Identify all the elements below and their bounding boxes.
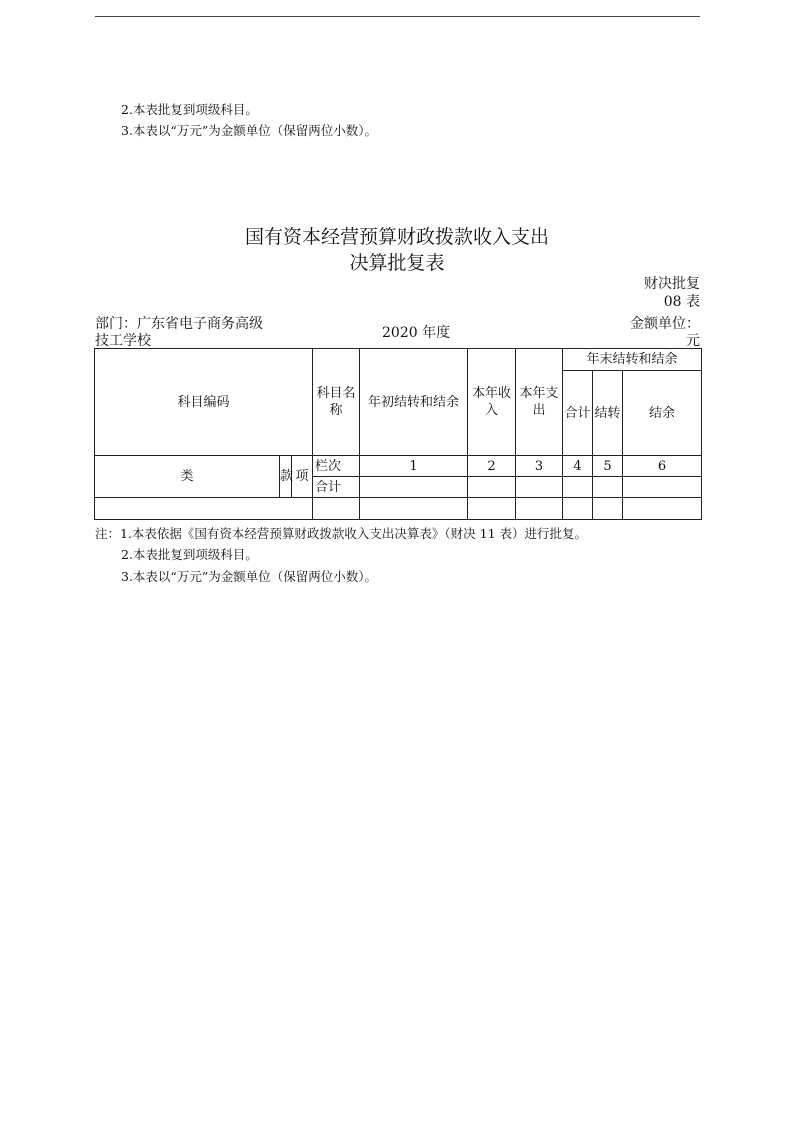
- bottom-note-1: 注：1.本表依据《国有资本经营预算财政拨款收入支出决算表》（财决 11 表）进行批复。: [95, 526, 588, 541]
- form-code-line1: 财决批复: [644, 276, 700, 292]
- amount-unit-value: 元: [686, 333, 700, 349]
- total-cell-3: [516, 477, 563, 498]
- column-number-3: 3: [516, 456, 563, 477]
- amount-unit-label: 金额单位：: [630, 316, 700, 332]
- column-number-5: 5: [593, 456, 623, 477]
- column-number-1: 1: [360, 456, 468, 477]
- empty-row-cell-5: [593, 498, 623, 520]
- table-title-line2: 决算批复表: [349, 252, 445, 274]
- header-end-carry: 结转: [593, 371, 623, 456]
- subheader-lei: 类: [95, 456, 280, 498]
- header-subject-name: 科目名称: [313, 349, 360, 456]
- empty-row-cell-1: [360, 498, 468, 520]
- total-cell-4: [563, 477, 593, 498]
- empty-row-cell-6: [623, 498, 702, 520]
- column-number-4: 4: [563, 456, 593, 477]
- column-number-2: 2: [468, 456, 516, 477]
- row-label-total: 合计: [313, 477, 360, 498]
- top-note-2: 2.本表批复到项级科目。: [121, 102, 258, 117]
- top-rule: [95, 16, 700, 17]
- department-line1: 部门：广东省电子商务高级: [95, 316, 263, 332]
- header-begin-balance: 年初结转和结余: [360, 349, 468, 456]
- department-line2: 技工学校: [95, 333, 151, 349]
- bottom-note-2: 2.本表批复到项级科目。: [121, 547, 258, 562]
- total-cell-5: [593, 477, 623, 498]
- fiscal-year: 2020 年度: [382, 325, 451, 341]
- total-cell-1: [360, 477, 468, 498]
- approval-table: [94, 348, 702, 520]
- empty-row-name: [313, 498, 360, 520]
- subheader-xiang: 项: [292, 456, 313, 498]
- empty-row-cell-3: [516, 498, 563, 520]
- empty-row-cell-4: [563, 498, 593, 520]
- header-end-group: 年末结转和结余: [563, 349, 702, 371]
- row-label-column-no: 栏次: [313, 456, 360, 477]
- subheader-kuan: 款: [280, 456, 292, 498]
- column-number-6: 6: [623, 456, 702, 477]
- header-end-total: 合计: [563, 371, 593, 456]
- empty-row-cell-2: [468, 498, 516, 520]
- total-cell-2: [468, 477, 516, 498]
- header-subject-code: 科目编码: [95, 349, 313, 456]
- header-end-surplus: 结余: [623, 371, 702, 456]
- form-code-line2: 08 表: [663, 294, 700, 310]
- total-cell-6: [623, 477, 702, 498]
- top-note-3: 3.本表以“万元”为金额单位（保留两位小数）。: [121, 123, 377, 138]
- empty-row-code: [95, 498, 313, 520]
- table-title-line1: 国有资本经营预算财政拨款收入支出: [244, 226, 549, 248]
- bottom-note-3: 3.本表以“万元”为金额单位（保留两位小数）。: [121, 569, 377, 584]
- header-expense: 本年支出: [516, 349, 563, 456]
- header-income: 本年收入: [468, 349, 516, 456]
